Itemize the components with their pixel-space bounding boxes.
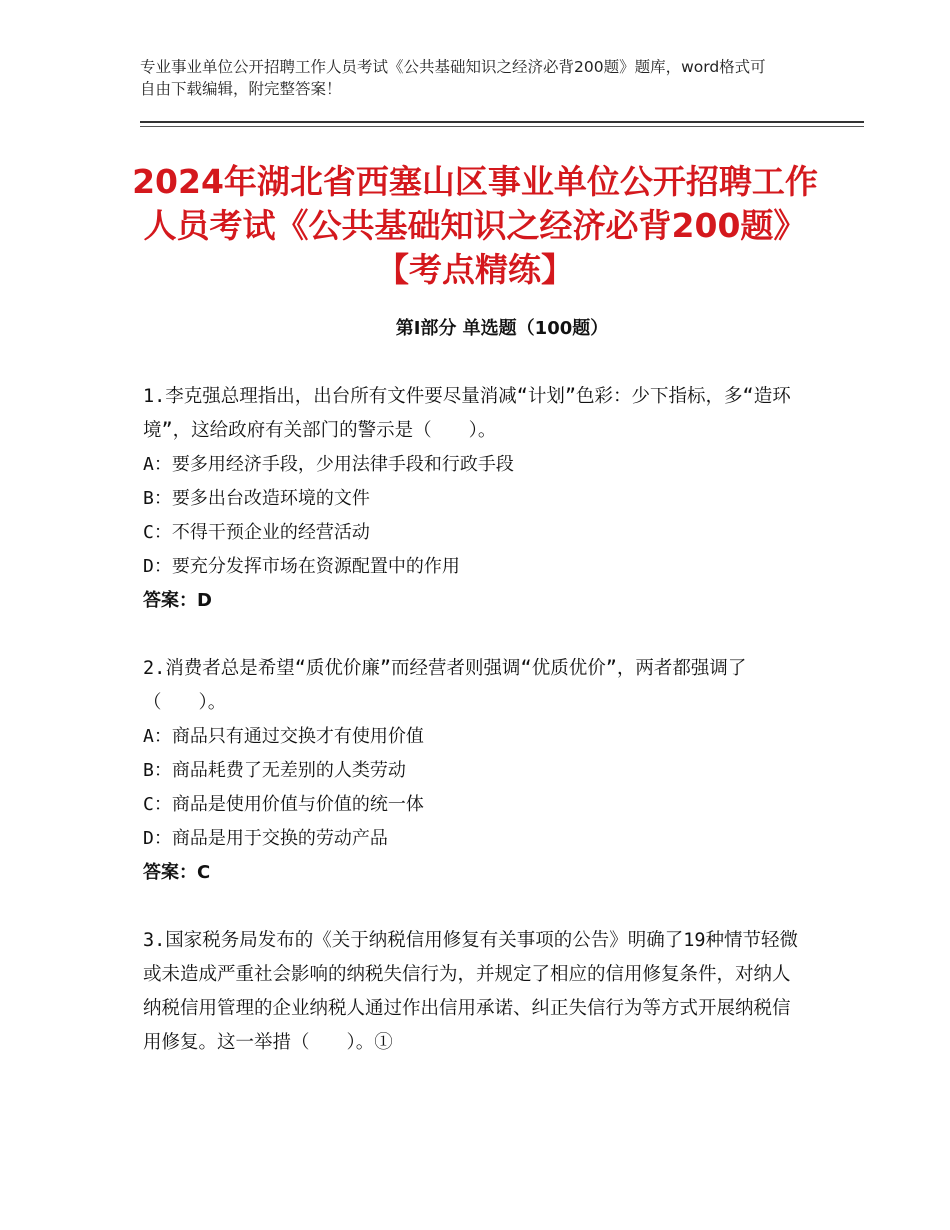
answer-prefix: 答案：: [143, 862, 197, 883]
option-a: A：要多用经济手段，少用法律手段和行政手段: [143, 454, 514, 475]
header-divider-thin: [140, 126, 864, 127]
question-list: [143, 380, 803, 1094]
question-stem: 1.李克强总理指出，出台所有文件要尽量消减“计划”色彩：少下指标，多“造环境”，这给政府有关部门的警示是（ ）。: [143, 386, 791, 441]
option-d: D：要充分发挥市场在资源配置中的作用: [143, 556, 460, 577]
header-note: 专业事业单位公开招聘工作人员考试《公共基础知识之经济必背200题》题库，word格式可自由下载编辑，附完整答案！: [140, 58, 766, 98]
section-title: 第I部分 单选题（100题）: [395, 318, 609, 339]
answer-value: C: [197, 862, 211, 883]
answer-prefix: 答案：: [143, 590, 197, 611]
option-c: C：不得干预企业的经营活动: [143, 522, 370, 543]
option-d: D：商品是用于交换的劳动产品: [143, 828, 388, 849]
option-a: A：商品只有通过交换才有使用价值: [143, 726, 424, 747]
option-c: C：商品是使用价值与价值的统一体: [143, 794, 424, 815]
question-1: [143, 380, 803, 618]
question-3: [143, 924, 803, 1060]
question-2: [143, 652, 803, 890]
answer-line: [143, 584, 803, 618]
option-b: B：商品耗费了无差别的人类劳动: [143, 760, 406, 781]
question-stem: 2.消费者总是希望“质优价廉”而经营者则强调“优质优价”，两者都强调了（ ）。: [143, 658, 747, 713]
header-divider-thick: [140, 121, 864, 123]
document-title: 2024年湖北省西塞山区事业单位公开招聘工作人员考试《公共基础知识之经济必背200题》【考点精练】: [132, 162, 818, 289]
question-stem: 3.国家税务局发布的《关于纳税信用修复有关事项的公告》明确了19种情节轻微或未造成严重社会影响的纳税失信行为，并规定了相应的信用修复条件，对纳人纳税信用管理的企业纳税人通过作出信用承诺、纠正失信行为等方式开展纳税信用修复。这一举措（ ）。①: [143, 930, 799, 1053]
answer-value: D: [197, 590, 212, 611]
answer-line: [143, 856, 803, 890]
option-b: B：要多出台改造环境的文件: [143, 488, 370, 509]
